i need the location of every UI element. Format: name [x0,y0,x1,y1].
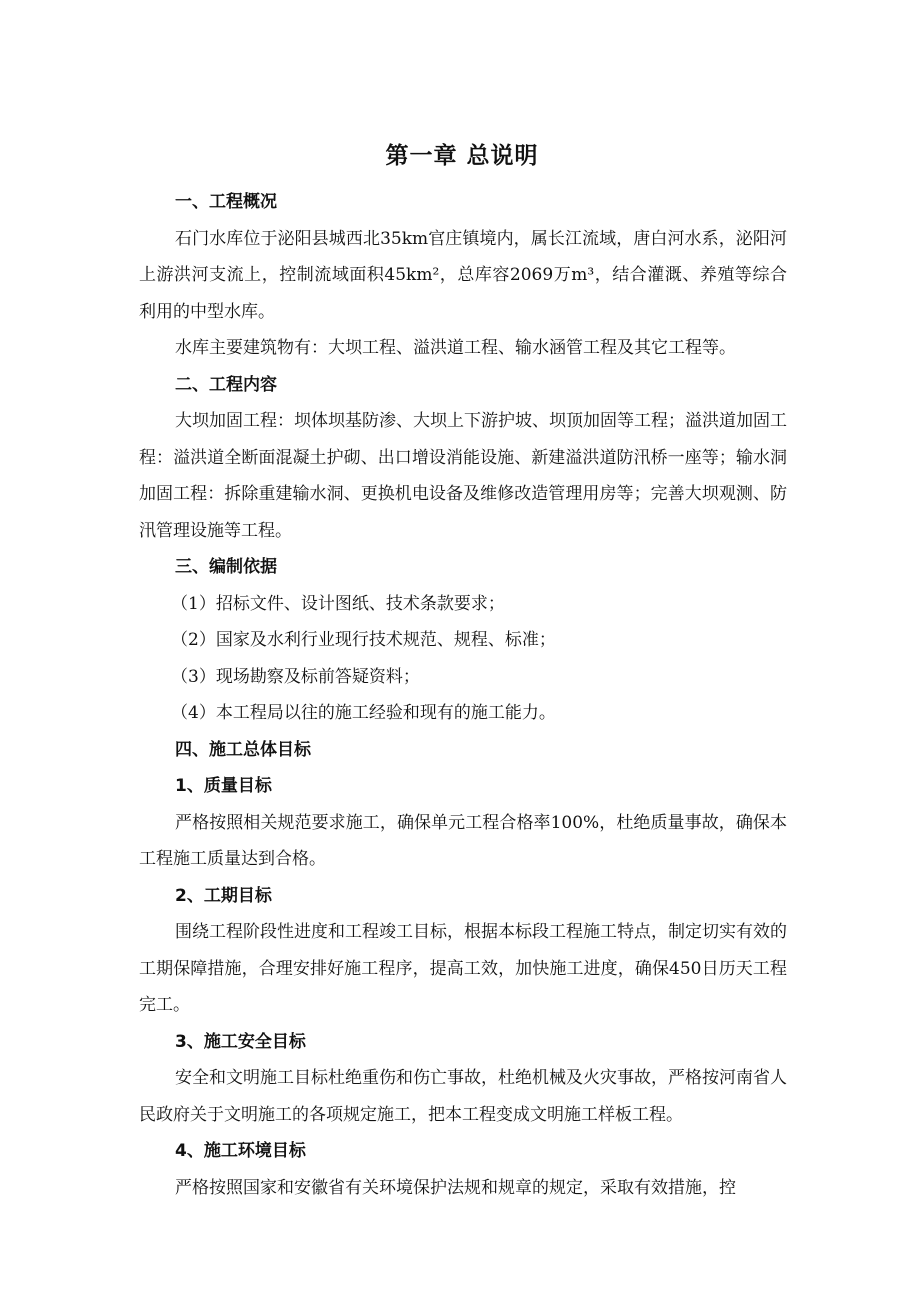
safety-paragraph: 安全和文明施工目标杜绝重伤和伤亡事故，杜绝机械及火灾事故，严格按河南省人民政府关于文明施工的各项规定施工，把本工程变成文明施工样板工程。 [139,1068,787,1125]
section-heading-goals: 四、施工总体目标 [175,739,311,760]
section-heading-content: 二、工程内容 [175,374,277,395]
overview-paragraph-2: 水库主要建筑物有：大坝工程、溢洪道工程、输水涵管工程及其它工程等。 [175,338,736,358]
content-paragraph: 大坝加固工程：坝体坝基防渗、大坝上下游护坡、坝顶加固等工程；溢洪道加固工程：溢洪道全断面混凝土护砌、出口增设消能设施、新建溢洪道防汛桥一座等；输水洞加固工程：拆除重建输水洞、更换机电设备及维修改造管理用房等；完善大坝观测、防汛管理设施等工程。 [139,411,787,541]
subsection-heading-environment: 4、施工环境目标 [175,1141,306,1161]
basis-item-3: （3）现场勘察及标前答疑资料； [171,666,420,687]
subsection-heading-schedule: 2、工期目标 [175,885,272,906]
environment-paragraph: 严格按照国家和安徽省有关环境保护法规和规章的规定，采取有效措施，控 [175,1177,736,1198]
subsection-heading-safety: 3、施工安全目标 [175,1031,306,1052]
basis-item-2: （2）国家及水利行业现行技术规范、规程、标准； [171,630,556,650]
schedule-paragraph: 围绕工程阶段性进度和工程竣工目标，根据本标段工程施工特点，制定切实有效的工期保障措施，合理安排好施工程序，提高工效，加快施工进度，确保450日历天工程完工。 [139,922,787,1015]
basis-item-4: （4）本工程局以往的施工经验和现有的施工能力。 [171,703,556,723]
section-heading-basis: 三、编制依据 [175,557,277,577]
basis-item-1: （1）招标文件、设计图纸、技术条款要求； [171,593,505,614]
overview-paragraph-1: 石门水库位于泌阳县城西北35km官庄镇境内，属长江流域，唐白河水系，泌阳河上游洪河支流上，控制流域面积45km²，总库容2069万m³，结合灌溉、养殖等综合利用的中型水库。 [139,228,787,322]
section-heading-overview: 一、工程概况 [175,192,277,212]
chapter-title: 第一章 总说明 [385,143,539,169]
subsection-heading-quality: 1、质量目标 [175,776,272,796]
quality-paragraph: 严格按照相关规范要求施工，确保单元工程合格率100%，杜绝质量事故，确保本工程施工质量达到合格。 [139,812,787,869]
